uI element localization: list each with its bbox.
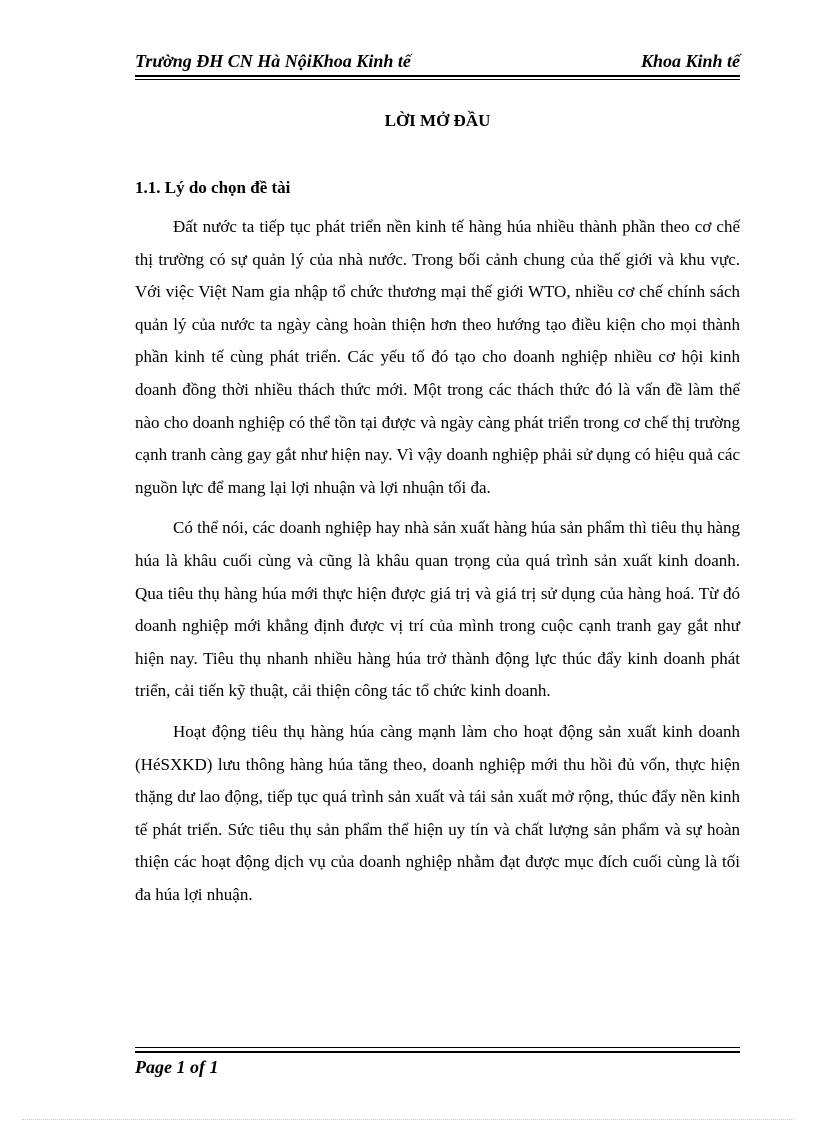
- section-heading: 1.1. Lý do chọn đề tài: [135, 178, 291, 197]
- footer-divider: [135, 1051, 740, 1053]
- header-divider: [135, 75, 740, 77]
- header-school-name: Trường ĐH CN Hà NộiKhoa Kinh tế: [135, 51, 411, 71]
- paragraph-1: Đất nước ta tiếp tục phát triển nền kinh tế hàng húa nhiều thành phần theo cơ chế thị trường có sự quản lý của nhà nước. Trong bối cảnh chung của thế giới và khu vực. Với việc Việt Nam gia nhập tổ chức thương mại thế giới WTO, nhiều cơ chế chính sách quản lý của nước ta ngày càng hoàn thiện hơn theo hướng tạo điều kiện cho mọi thành phần kinh tế cùng phát triển. Các yếu tố đó tạo cho doanh nghiệp nhiều cơ hội kinh doanh đồng thời nhiều thách thức mới. Một trong các thách thức đó là vấn đề làm thế nào cho doanh nghiệp có thể tồn tại được và ngày càng phát triển trong cơ chế thị trường cạnh tranh càng gay gắt như hiện nay. Vì vậy doanh nghiệp phải sử dụng có hiệu quả các nguồn lực để mang lại lợi nhuận và lợi nhuận tối đa.: [135, 217, 740, 497]
- page-number: Page 1 of 1: [135, 1057, 219, 1077]
- section-body: [135, 211, 740, 919]
- footer-divider-thin: [135, 1047, 740, 1048]
- header-divider-thin: [135, 79, 740, 80]
- document-title: LỜI MỞ ĐẦU: [384, 111, 491, 130]
- paragraph-3: Hoạt động tiêu thụ hàng húa càng mạnh làm cho hoạt động sản xuất kinh doanh (HéSXKD) lưu thông hàng húa tăng theo, doanh nghiệp mới thu hồi đủ vốn, thực hiện thặng dư lao động, tiếp tục quá trình sản xuất và tái sản xuất mở rộng, thúc đẩy nền kinh tế phát triển. Sức tiêu thụ sản phẩm thể hiện uy tín và chất lượng sản phẩm và sự hoàn thiện các hoạt động dịch vụ của doanh nghiệp nhằm đạt được mục đích cuối cùng là tối đa húa lợi nhuận.: [135, 721, 740, 904]
- page-header: [135, 48, 740, 76]
- header-department: Khoa Kinh tế: [640, 51, 740, 71]
- page-edge: [22, 1119, 794, 1120]
- paragraph-2: Có thể nói, các doanh nghiệp hay nhà sản xuất hàng húa sản phẩm thì tiêu thụ hàng húa là khâu cuối cùng và cũng là khâu quan trọng của quá trình sản xuất kinh doanh. Qua tiêu thụ hàng húa mới thực hiện được giá trị và giá trị sử dụng của hàng hoá. Từ đó doanh nghiệp mới khẳng định được vị trí của mình trong cuộc cạnh tranh gay gắt như hiện nay. Tiêu thụ nhanh nhiều hàng húa trở thành động lực thúc đẩy kinh doanh phát triển, cải tiến kỹ thuật, cải thiện công tác tổ chức kinh doanh.: [135, 518, 740, 701]
